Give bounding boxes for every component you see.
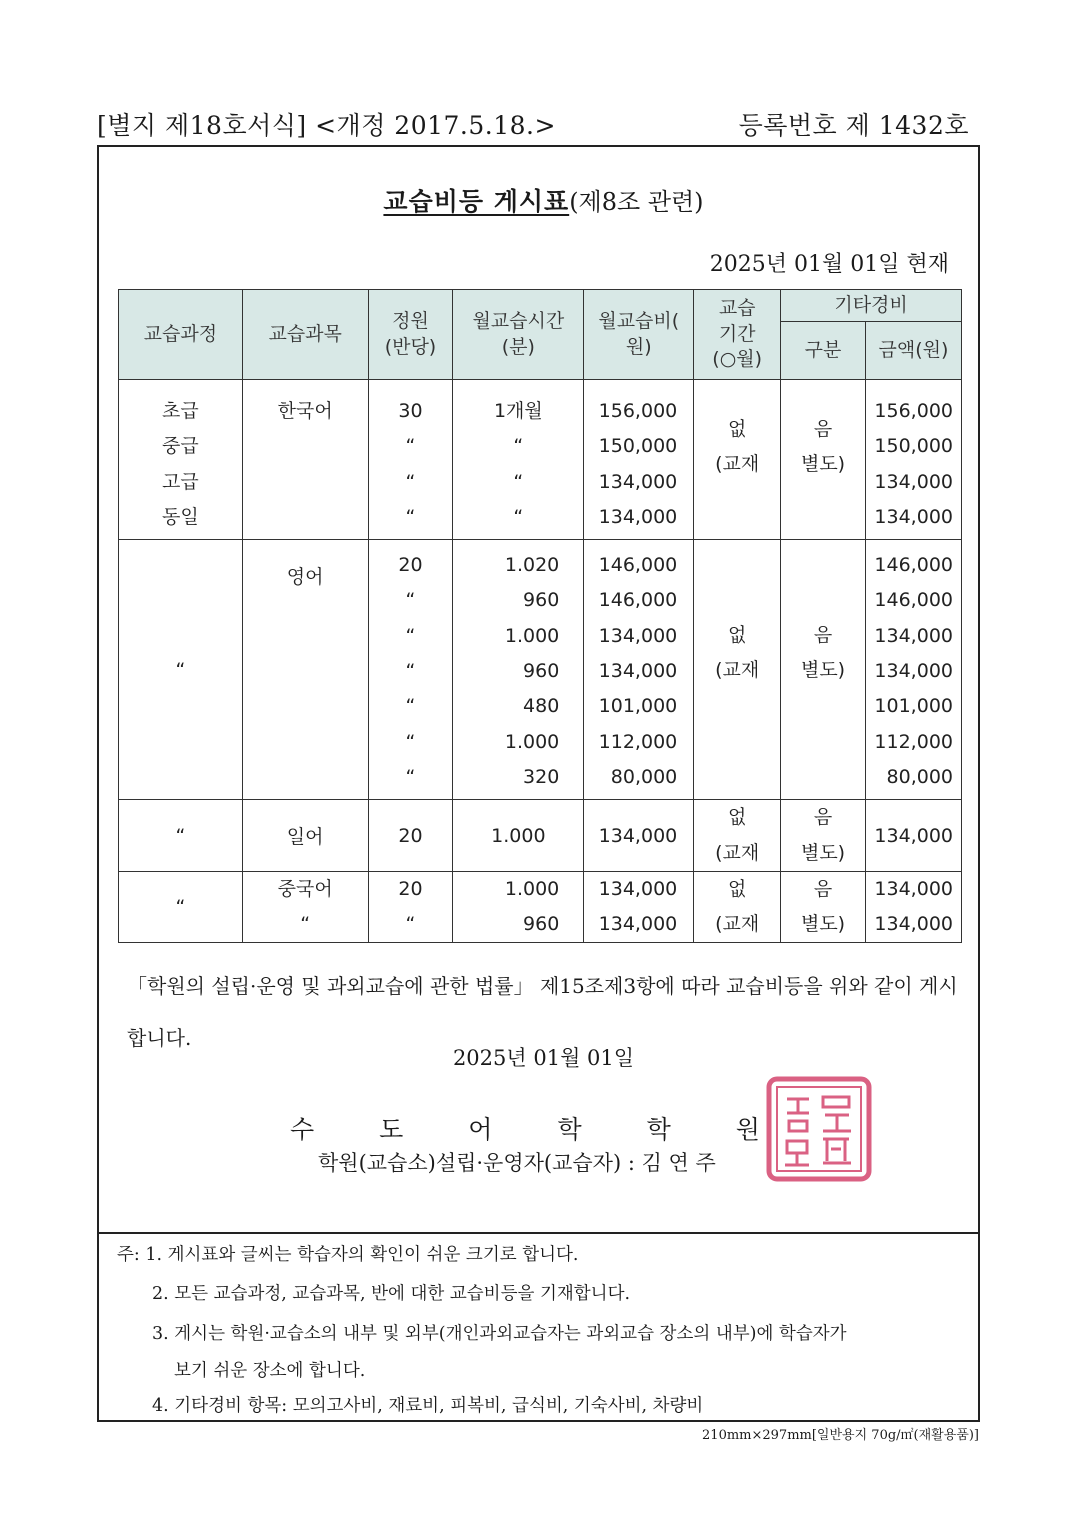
note-4: 4. 기타경비 항목: 모의고사비, 재료비, 피복비, 급식비, 기숙사비, 차량비 xyxy=(152,1396,704,1416)
form-label: [별지 제18호서식] <개정 2017.5.18.> xyxy=(97,111,556,140)
other-amount-cell: 134,000 134,000 xyxy=(865,871,961,943)
other-amount-cell: 156,000 150,000 134,000 134,000 xyxy=(865,380,961,540)
capacity-cell: 20 “ xyxy=(368,871,453,943)
capacity-cell: 30 “ “ “ xyxy=(368,380,453,540)
period-cell: 없 (교재 xyxy=(694,800,781,872)
academy-name: 수도어학학원 xyxy=(290,1115,825,1144)
note-3: 3. 게시는 학원·교습소의 내부 및 외부(개인과외교습자는 과외교습 장소의 내부)에 학습자가 xyxy=(152,1324,847,1344)
header-capacity: 정원 (반당) xyxy=(368,290,453,380)
subject-cell: 영어 xyxy=(242,540,368,800)
note-1: 주: 1. 게시표와 글씨는 학습자의 확인이 쉬운 크기로 합니다. xyxy=(117,1245,579,1265)
as-of-date: 2025년 01월 01일 현재 xyxy=(709,252,949,277)
fee-cell: 134,000 xyxy=(584,800,694,872)
course-cell: “ xyxy=(119,800,243,872)
group-japanese xyxy=(119,800,962,872)
time-cell: 1.000 960 xyxy=(453,871,584,943)
header-subject: 교습과목 xyxy=(242,290,368,380)
group-chinese xyxy=(119,871,962,943)
registration-number: 등록번호 제 1432호 xyxy=(738,111,969,140)
other-type-cell: 음 별도) xyxy=(781,540,866,800)
table-row xyxy=(119,871,962,943)
table-row xyxy=(119,800,962,872)
other-type-cell: 음 별도) xyxy=(781,800,866,872)
capacity-cell: 20 “ “ “ “ “ “ xyxy=(368,540,453,800)
capacity-cell: 20 xyxy=(368,800,453,872)
document-title xyxy=(0,182,1087,218)
subject-cell: 일어 xyxy=(242,800,368,872)
fee-cell: 146,000 146,000 134,000 134,000 101,000 112,000 80,000 xyxy=(584,540,694,800)
paper-spec: 210mm×297mm[일반용지 70g/㎡(재활용품)] xyxy=(702,1428,979,1443)
subject-cell: 중국어 “ xyxy=(242,871,368,943)
notes-divider xyxy=(97,1232,980,1234)
subject-cell: 한국어 xyxy=(242,380,368,540)
header-period: 교습 기간 (○월) xyxy=(694,290,781,380)
header-course: 교습과정 xyxy=(119,290,243,380)
fee-cell: 134,000 134,000 xyxy=(584,871,694,943)
group-korean xyxy=(119,380,962,540)
signature-date: 2025년 01월 01일 xyxy=(452,1046,635,1070)
time-cell: 1.020 960 1.000 960 480 1.000 320 xyxy=(453,540,584,800)
other-type-cell: 음 별도) xyxy=(781,380,866,540)
table-row xyxy=(119,540,962,800)
course-cell: “ xyxy=(119,540,243,800)
group-english xyxy=(119,540,962,800)
note-3-cont: 보기 쉬운 장소에 합니다. xyxy=(174,1361,366,1381)
header-monthly-time: 월교습시간 (분) xyxy=(453,290,584,380)
period-cell: 없 (교재 xyxy=(694,380,781,540)
statement-text: 「학원의 설립·운영 및 과외교습에 관한 법률」 제15조제3항에 따라 교습비등을 위와 같이 게시합니다. xyxy=(127,974,958,1050)
header-other-amount: 금액(원) xyxy=(865,322,961,380)
time-cell: 1.000 xyxy=(453,800,584,872)
header-monthly-fee: 월교습비( 원) xyxy=(584,290,694,380)
time-cell: 1개월 “ “ “ xyxy=(453,380,584,540)
other-type-cell: 음 별도) xyxy=(781,871,866,943)
fee-cell: 156,000 150,000 134,000 134,000 xyxy=(584,380,694,540)
table-header xyxy=(119,290,962,380)
fee-table xyxy=(118,289,962,943)
header-other-type: 구분 xyxy=(781,322,866,380)
course-cell: “ xyxy=(119,871,243,943)
other-amount-cell: 134,000 xyxy=(865,800,961,872)
table-row xyxy=(119,380,962,540)
title-sub: (제8조 관련) xyxy=(569,188,704,216)
title-main: 교습비등 게시표 xyxy=(383,187,570,216)
other-amount-cell: 146,000 146,000 134,000 134,000 101,000 112,000 80,000 xyxy=(865,540,961,800)
academy-seal-stamp xyxy=(765,1075,873,1183)
course-cell: 초급 중급 고급 동일 xyxy=(119,380,243,540)
note-2: 2. 모든 교습과정, 교습과목, 반에 대한 교습비등을 기재합니다. xyxy=(152,1284,631,1304)
period-cell: 없 (교재 xyxy=(694,871,781,943)
header-other-costs: 기타경비 xyxy=(781,290,962,322)
operator-line: 학원(교습소)설립·운영자(교습자) : 김 연 주 xyxy=(318,1151,716,1175)
period-cell: 없 (교재 xyxy=(694,540,781,800)
